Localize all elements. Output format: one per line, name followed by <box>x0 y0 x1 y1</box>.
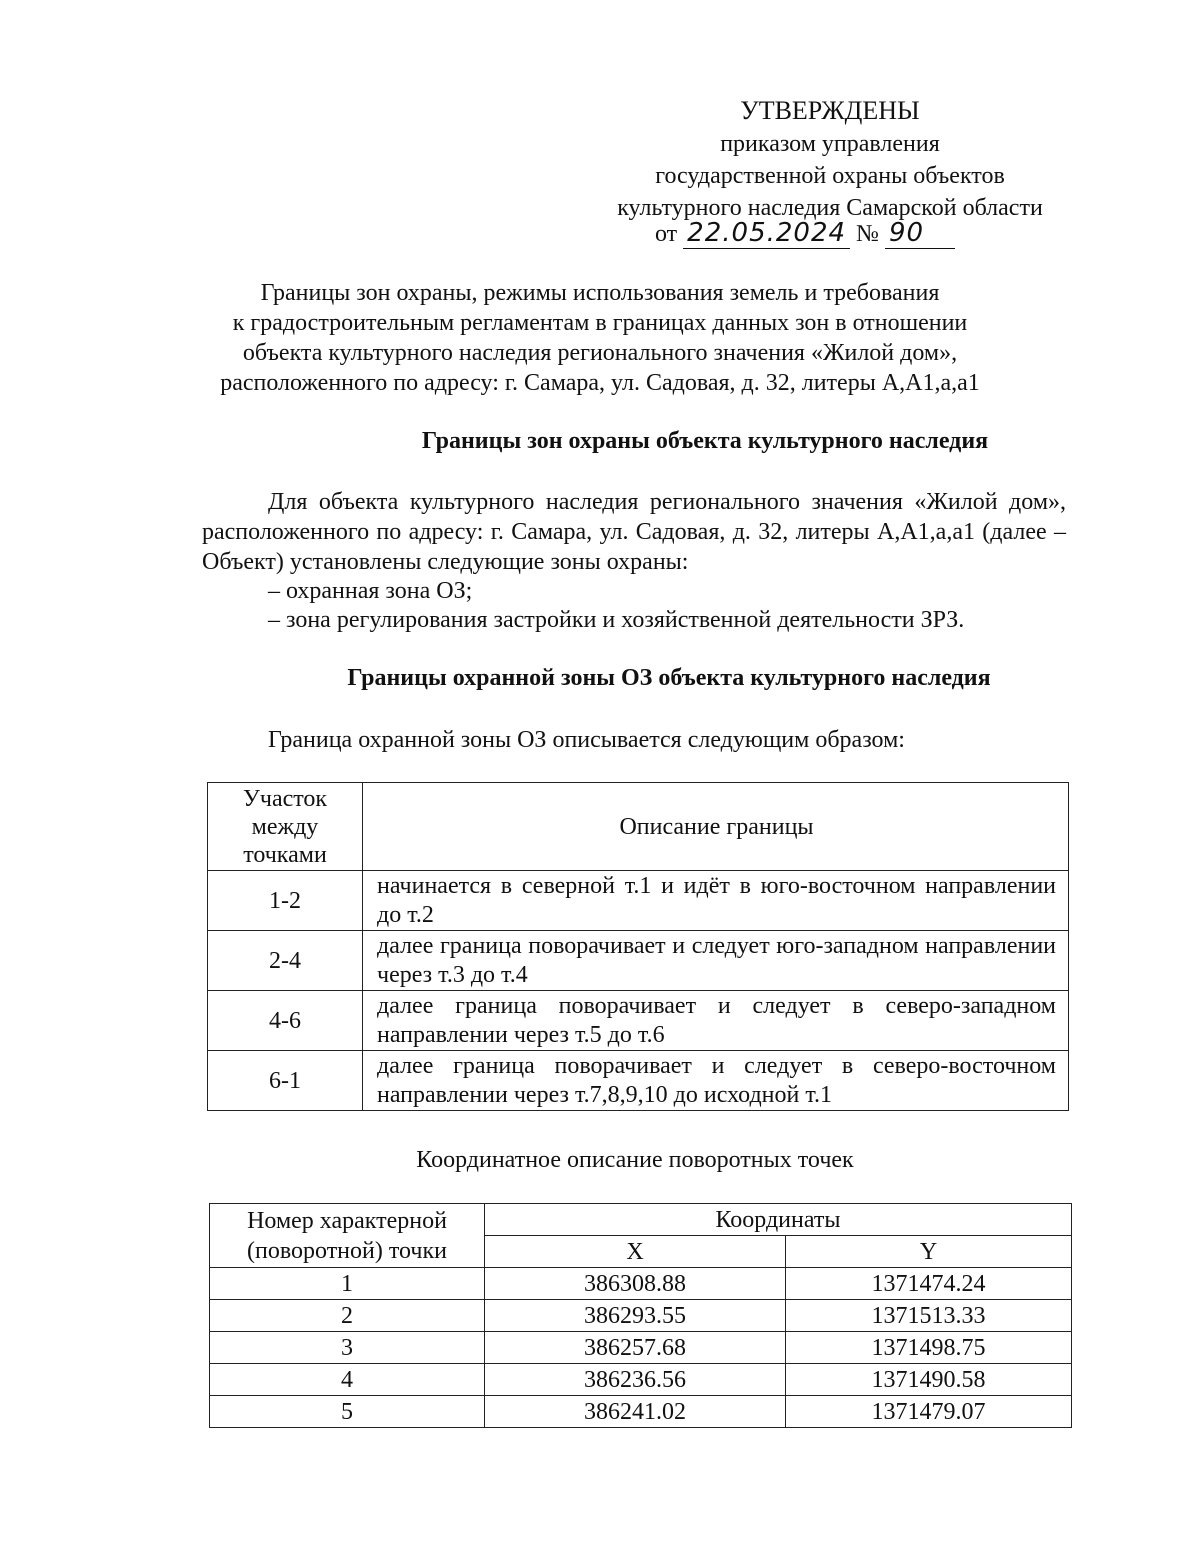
table-row <box>208 1051 1069 1111</box>
boundary-intro: Граница охранной зоны ОЗ описывается следующим образом: <box>268 727 905 753</box>
document-title <box>160 278 1040 398</box>
table-row <box>208 931 1069 991</box>
point-number: 1 <box>210 1268 485 1300</box>
segment-cell: 2-4 <box>208 931 363 991</box>
point-number: 3 <box>210 1332 485 1364</box>
list-item-oz: – охранная зона ОЗ; <box>268 578 473 604</box>
number-prefix: № <box>856 221 879 247</box>
table-row <box>210 1332 1072 1364</box>
section-heading-zones: Границы зон охраны объекта культурного наследия <box>421 428 989 454</box>
segment-cell: 4-6 <box>208 991 363 1051</box>
coord-y: 1371513.33 <box>786 1300 1072 1332</box>
description-cell: далее граница поворачивает и следует юго-западном направлении через т.3 до т.4 <box>363 931 1069 991</box>
boundary-table <box>207 782 1069 1111</box>
header-description: Описание границы <box>363 783 1069 871</box>
coordinates-table <box>209 1203 1072 1428</box>
coord-y: 1371479.07 <box>786 1396 1072 1428</box>
description-cell: далее граница поворачивает и следует в северо-западном направлении через т.5 до т.6 <box>363 991 1069 1051</box>
handwritten-date: 22.05.2024 <box>683 218 850 249</box>
segment-cell: 1-2 <box>208 871 363 931</box>
approval-heading: УТВЕРЖДЕНЫ <box>740 96 920 125</box>
paragraph-text: Для объекта культурного наследия регионального значения «Жилой дом», расположенного по адресу: г. Самара, ул. Садовая, д. 32, литеры А,А1,а,а1 (далее – Объект) установлены следующие зоны охраны: <box>202 489 1066 575</box>
header-coordinates: Координаты <box>485 1204 1072 1236</box>
date-prefix: от <box>655 221 678 247</box>
description-cell: далее граница поворачивает и следует в северо-восточном направлении через т.7,8,9,10 до исходной т.1 <box>363 1051 1069 1111</box>
handwritten-number: 90 <box>885 218 955 249</box>
section-paragraph <box>202 487 1066 577</box>
coord-y: 1371474.24 <box>786 1268 1072 1300</box>
table-row <box>210 1364 1072 1396</box>
coord-x: 386257.68 <box>485 1332 786 1364</box>
header-point-number: Номер характерной (поворотной) точки <box>210 1204 485 1268</box>
table-row <box>208 871 1069 931</box>
header-x: X <box>485 1236 786 1268</box>
coord-y: 1371498.75 <box>786 1332 1072 1364</box>
coord-x: 386293.55 <box>485 1300 786 1332</box>
title-line-3: объекта культурного наследия регионального значения «Жилой дом», <box>242 340 958 366</box>
table-row <box>210 1268 1072 1300</box>
coord-x: 386308.88 <box>485 1268 786 1300</box>
description-cell: начинается в северной т.1 и идёт в юго-восточном направлении до т.2 <box>363 871 1069 931</box>
approval-line-2: государственной охраны объектов <box>655 163 1005 189</box>
point-number: 2 <box>210 1300 485 1332</box>
coordinates-title: Координатное описание поворотных точек <box>416 1147 854 1173</box>
table-row <box>210 1396 1072 1428</box>
title-line-1: Границы зон охраны, режимы использования земель и требования <box>260 280 940 306</box>
coord-x: 386241.02 <box>485 1396 786 1428</box>
section-heading-oz: Границы охранной зоны ОЗ объекта культурного наследия <box>347 665 991 691</box>
table-row <box>210 1300 1072 1332</box>
coord-x: 386236.56 <box>485 1364 786 1396</box>
table-header-row <box>208 783 1069 871</box>
point-number: 4 <box>210 1364 485 1396</box>
list-item-zrz: – зона регулирования застройки и хозяйственной деятельности ЗРЗ. <box>268 607 965 633</box>
header-segment: Участок между точками <box>208 783 363 871</box>
header-y: Y <box>786 1236 1072 1268</box>
coord-header-row <box>210 1204 1072 1236</box>
point-number: 5 <box>210 1396 485 1428</box>
segment-cell: 6-1 <box>208 1051 363 1111</box>
approval-line-1: приказом управления <box>720 131 940 157</box>
title-line-4: расположенного по адресу: г. Самара, ул. Садовая, д. 32, литеры А,А1,а,а1 <box>220 370 980 396</box>
coord-y: 1371490.58 <box>786 1364 1072 1396</box>
table-row <box>208 991 1069 1051</box>
approval-date-line <box>655 218 955 249</box>
approval-block <box>560 96 1100 224</box>
title-line-2: к градостроительным регламентам в границах данных зон в отношении <box>232 310 968 336</box>
approval-line-3: культурного наследия Самарской области <box>617 195 1043 221</box>
